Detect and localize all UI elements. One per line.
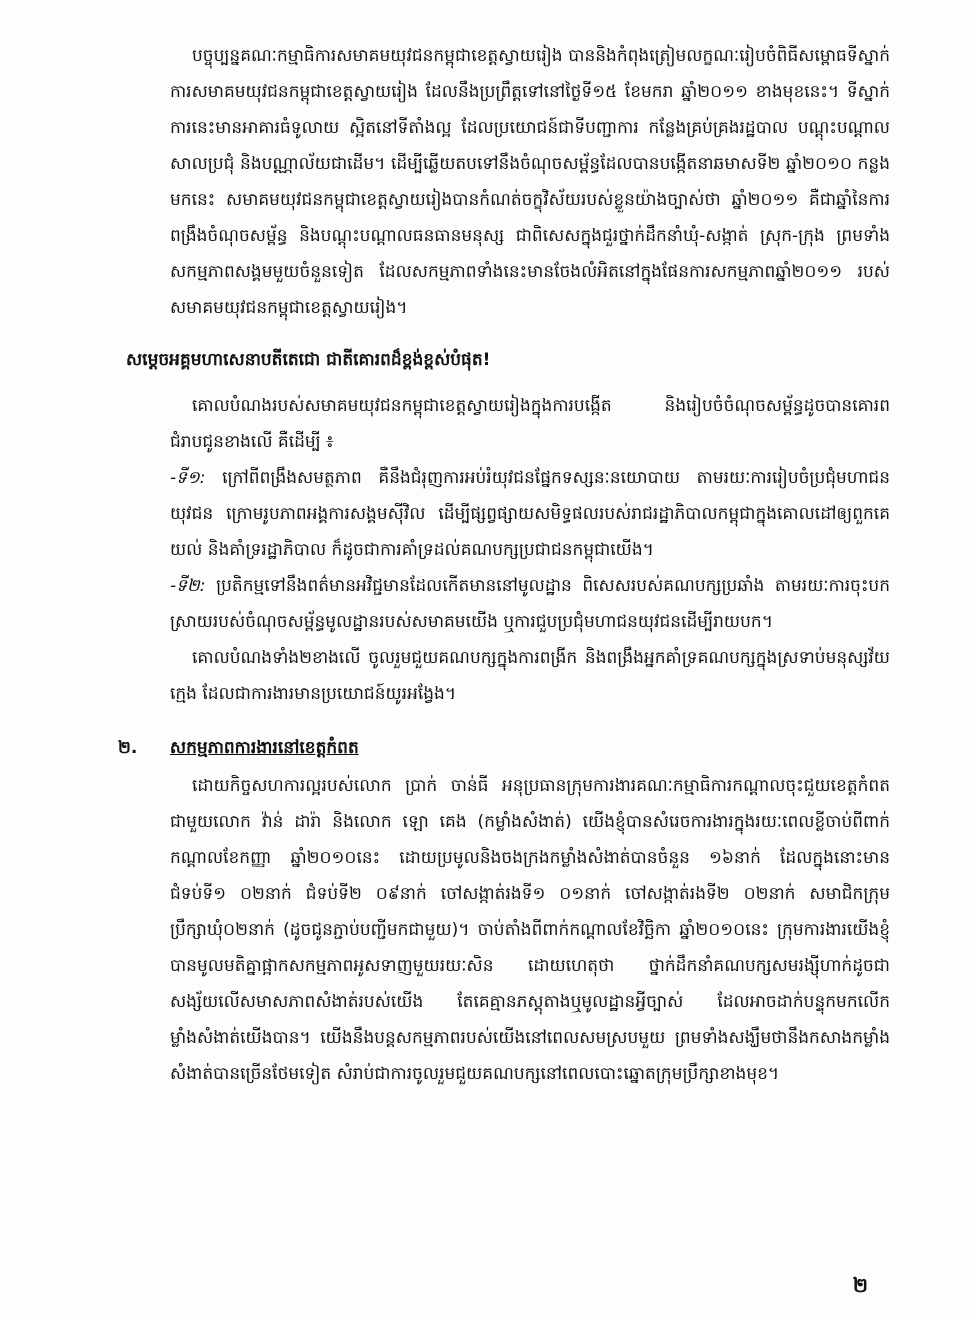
section-2-title: សកម្មភាពការងារនៅខេត្តកំពត: [169, 738, 359, 758]
objective-2-text: ប្រតិកម្មទៅនឹងពត៌មានអវិជ្ជមានដែលកើតមាននៅមូលដ្ឋាន ពិសេសរបស់គណបក្សប្រឆាំង តាមរយៈការចុះបកស្រាយរបស់ចំណុចសម្ព័ន្ធមូលដ្ឋានរបស់សមាគមយើង ឬការជួបប្រជុំមហាជនយុវជនដើម្បីរាយបក។: [170, 576, 890, 632]
paragraph-intro: បច្ចុប្បន្នគណៈកម្មាធិការសមាគមយុវជនកម្ពុជាខេត្តស្វាយរៀង បាននិងកំពុងត្រៀមលក្ខណៈរៀបចំពិធីសម្ពោធទីស្នាក់ការសមាគមយុវជនកម្ពុជាខេត្តស្វាយរៀង ដែលនឹងប្រព្រឹត្តទៅនៅថ្ងៃទី១៥ ខែមករា ឆ្នាំ២០១១ ខាងមុខនេះ។ ទីស្នាក់ការនេះមានអាគារធំទូលាយ ស្អិតនៅទីតាំងល្អ ដែលប្រយោជន៍ជាទីបញ្ជាការ កន្លែងគ្រប់គ្រងរដ្ឋបាល បណ្តុះបណ្តាល សាលប្រជុំ និងបណ្ណាល័យជាដើម។ ដើម្បីឆ្លើយតបទៅនឹងចំណុចសម្ព័ន្ធដែលបានបង្កើតនាឆមាសទី២ ឆ្នាំ២០១០ កន្លងមកនេះ សមាគមយុវជនកម្ពុជាខេត្តស្វាយរៀងបានកំណត់ចក្ខុវិស័យរបស់ខ្លួនយ៉ាងច្បាស់ថា ឆ្នាំ២០១១ គឺជាឆ្នាំនៃការពង្រឹងចំណុចសម្ព័ន្ធ និងបណ្តុះបណ្តាលធនធានមនុស្ស ជាពិសេសក្នុងជួរថ្នាក់ដឹកនាំឃុំ-សង្កាត់ ស្រុក-ក្រុង ព្រមទាំងសកម្មភាពសង្គមមួយចំនួនទៀត ដែលសកម្មភាពទាំងនេះមានចែងលំអិតនៅក្នុងផែនការសកម្មភាពឆ្នាំ២០១១ របស់សមាគមយុវជនកម្ពុជាខេត្តស្វាយរៀង។: [170, 46, 890, 318]
paragraph-kampot-activities: ដោយកិច្ចសហការល្អរបស់លោក ប្រាក់ ចាន់ធី អនុប្រធានក្រុមការងារគណៈកម្មាធិការកណ្តាលចុះជួយខេត្តកំពត ជាមួយលោក វ៉ាន់ ដារ៉ា និងលោក ឡោ គេង (កម្លាំងសំងាត់) យើងខ្ញុំបានសំរេចការងារក្នុងរយៈពេលខ្លីចាប់ពីពាក់កណ្តាលខែកញ្ញា ឆ្នាំ២០១០នេះ ដោយប្រមូលនិងចងក្រងកម្លាំងសំងាត់បានចំនួន ១៦នាក់ ដែលក្នុងនោះមានជំទប់ទី១ ០២នាក់ ជំទប់ទី២ ០៩នាក់ ចៅសង្កាត់រងទី១ ០១នាក់ ចៅសង្កាត់រងទី២ ០២នាក់ សមាជិកក្រុមប្រឹក្សាឃុំ០២នាក់ (ដូចជូនភ្ជាប់បញ្ជីមកជាមួយ)។ ចាប់តាំងពីពាក់កណ្តាលខែវិច្ឆិកា ឆ្នាំ២០១០នេះ ក្រុមការងារយើងខ្ញុំបានមូលមតិគ្នាផ្អាកសកម្មភាពអូសទាញមួយរយៈសិន ដោយហេតុថា ថ្នាក់ដឹកនាំគណបក្សសមរង្ស៊ីហាក់ដូចជាសង្ស័យលើសមាសភាពសំងាត់របស់យើង តែគេគ្មានភស្តុតាងឬមូលដ្ឋានអ្វីច្បាស់ ដែលអាចដាក់បន្ទុកមកលើកម្លាំងសំងាត់យើងបាន។ យើងនឹងបន្តសកម្មភាពរបស់យើងនៅពេលសមស្របមួយ ព្រមទាំងសង្ឃឹមថានឹងកសាងកម្លាំងសំងាត់បានច្រើនថែមទៀត សំរាប់ជាការចូលរួមជួយគណបក្សនៅពេលបោះឆ្នោតក្រុមប្រឹក្សាខាងមុខ។: [170, 776, 890, 1084]
section-2-number: ២.: [118, 738, 138, 758]
objective-1-text: ក្រៅពីពង្រឹងសមត្ថភាព គឺនឹងជំរុញការអប់រំយុវជនផ្នែកទស្សនៈនយោបាយ តាមរយៈការរៀបចំប្រជុំមហាជនយុវជន ក្រោមរូបភាពអង្គការសង្គមស៊ីវិល ដើម្បីផ្សព្វផ្សាយសមិទ្ធផលរបស់រាជរដ្ឋាភិបាលកម្ពុជាក្នុងគោលដៅឲ្យពួកគេយល់ និងគាំទ្ររដ្ឋាភិបាល ក៏ដូចជាការគាំទ្រដល់គណបក្សប្រជាជនកម្ពុជាយើង។: [170, 468, 890, 560]
paragraph-objectives-intro: គោលបំណងរបស់សមាគមយុវជនកម្ពុជាខេត្តស្វាយរៀងក្នុងការបង្កើត និងរៀបចំចំណុចសម្ព័ន្ធដូចបានគោរពជំរាបជូនខាងលើ គឺដើម្បី ៖: [170, 396, 890, 452]
document-body: [118, 38, 890, 1092]
page-number: ២: [852, 1273, 868, 1297]
objective-1-label: -ទី១:: [170, 468, 206, 488]
paragraph-objectives-summary: គោលបំណងទាំង២ខាងលើ ចូលរួមជួយគណបក្សក្នុងការពង្រីក និងពង្រឹងអ្នកគាំទ្រគណបក្សក្នុងស្រទាប់មនុស្សវ័យក្មេង ដែលជាការងារមានប្រយោជន៍យូរអង្វែង។: [170, 648, 890, 704]
objective-item-2: [170, 568, 890, 640]
salutation-heading: សម្តេចអគ្គមហាសេនាបតីតេជោ ជាតីគោរពដ៏ខ្ពង់ខ្ពស់បំផុត!: [126, 350, 491, 370]
objective-item-1: [170, 460, 890, 568]
objective-2-label: -ទី២:: [170, 576, 206, 596]
section-2-heading: [118, 730, 890, 766]
